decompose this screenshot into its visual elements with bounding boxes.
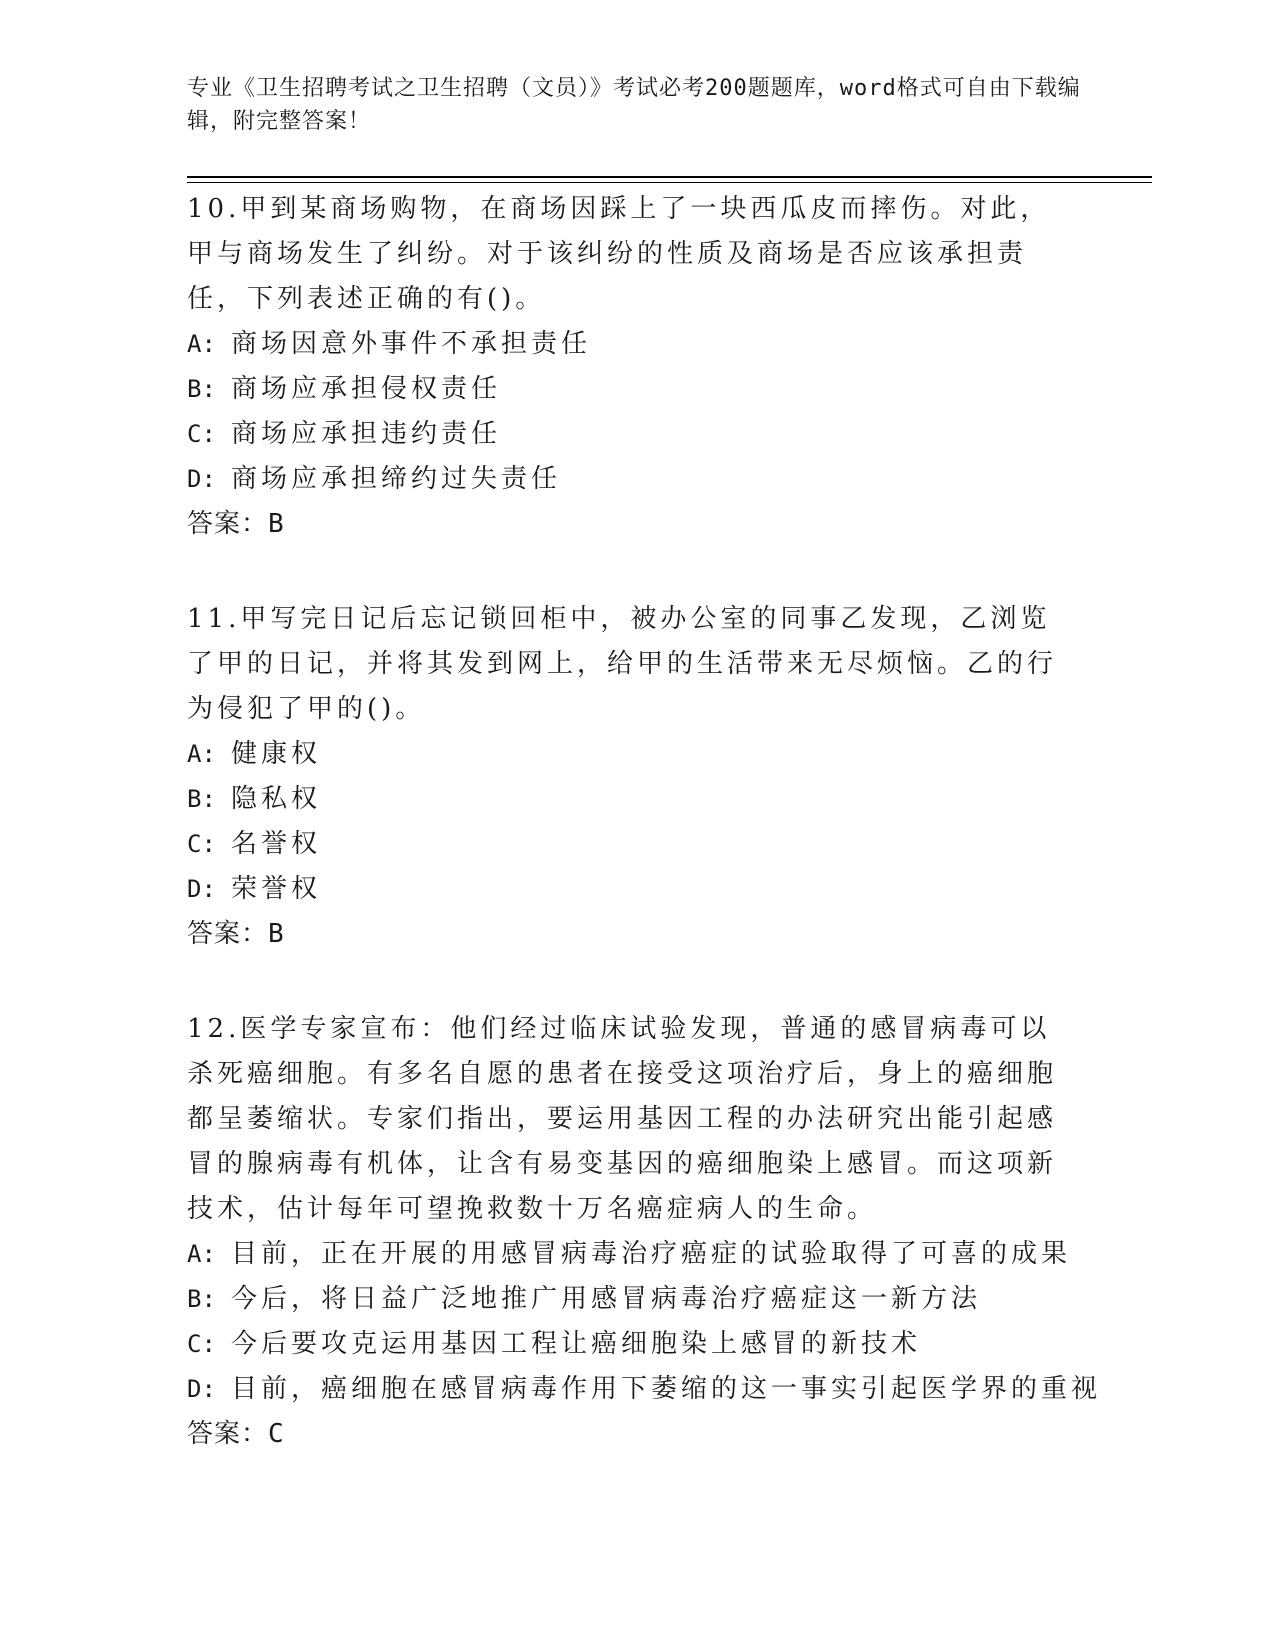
option-text: 商场应承担侵权责任: [231, 374, 502, 404]
document-header-title: 专业《卫生招聘考试之卫生招聘（文员）》考试必考200题题库，word格式可自由下载编辑，附完整答案！: [187, 76, 1081, 134]
option-c: [187, 1322, 1067, 1367]
option-d: [187, 867, 1067, 912]
answer-line: [187, 912, 1067, 957]
answer-value: C: [268, 1419, 285, 1449]
header-divider-thin: [187, 182, 1152, 183]
option-d: [187, 457, 1067, 502]
option-letter: C:: [187, 1330, 216, 1358]
option-text: 商场因意外事件不承担责任: [231, 329, 592, 359]
option-a: [187, 732, 1067, 777]
option-letter: D:: [187, 1375, 216, 1403]
option-letter: C:: [187, 830, 216, 858]
option-c: [187, 412, 1067, 457]
question-11: [187, 597, 1067, 957]
option-text: 名誉权: [231, 829, 322, 859]
answer-label: 答案：: [187, 919, 269, 949]
option-b: [187, 367, 1067, 412]
question-stem: 12.医学专家宣布：他们经过临床试验发现，普通的感冒病毒可以杀死癌细胞。有多名自愿的患者在接受这项治疗后，身上的癌细胞都呈萎缩状。专家们指出，要运用基因工程的办法研究出能引起感冒的腺病毒有机体，让含有易变基因的癌细胞染上感冒。而这项新技术，估计每年可望挽救数十万名癌症病人的生命。: [187, 1014, 1058, 1224]
option-letter: B:: [187, 1285, 216, 1313]
header-divider-thick: [187, 176, 1152, 178]
option-d: [187, 1367, 1102, 1412]
option-c: [187, 822, 1067, 867]
option-text: 健康权: [231, 739, 322, 769]
option-letter: B:: [187, 785, 216, 813]
option-text: 目前，正在开展的用感冒病毒治疗癌症的试验取得了可喜的成果: [231, 1239, 1072, 1269]
option-letter: B:: [187, 375, 216, 403]
option-b: [187, 777, 1067, 822]
option-text: 今后，将日益广泛地推广用感冒病毒治疗癌症这一新方法: [231, 1284, 982, 1314]
option-a: [187, 322, 1067, 367]
option-letter: D:: [187, 465, 216, 493]
option-text: 商场应承担违约责任: [231, 419, 502, 449]
answer-label: 答案：: [187, 1419, 269, 1449]
option-text: 今后要攻克运用基因工程让癌细胞染上感冒的新技术: [231, 1329, 922, 1359]
option-letter: A:: [187, 1240, 216, 1268]
option-text: 隐私权: [231, 784, 322, 814]
option-text: 目前，癌细胞在感冒病毒作用下萎缩的这一事实引起医学界的重视: [231, 1374, 1102, 1404]
option-text: 商场应承担缔约过失责任: [231, 464, 562, 494]
option-b: [187, 1277, 1067, 1322]
answer-value: B: [268, 509, 285, 539]
option-a: [187, 1232, 1072, 1277]
answer-line: [187, 1412, 1067, 1457]
option-letter: D:: [187, 875, 216, 903]
question-12: [187, 1007, 1102, 1457]
option-text: 荣誉权: [231, 874, 322, 904]
answer-line: [187, 502, 1067, 547]
option-letter: A:: [187, 740, 216, 768]
answer-label: 答案：: [187, 509, 269, 539]
answer-value: B: [268, 919, 285, 949]
question-stem: 10.甲到某商场购物，在商场因踩上了一块西瓜皮而摔伤。对此，甲与商场发生了纠纷。对于该纠纷的性质及商场是否应该承担责任，下列表述正确的有()。: [187, 194, 1051, 314]
question-stem: 11.甲写完日记后忘记锁回柜中，被办公室的同事乙发现，乙浏览了甲的日记，并将其发到网上，给甲的生活带来无尽烦恼。乙的行为侵犯了甲的()。: [187, 604, 1058, 724]
question-10: [187, 187, 1067, 547]
option-letter: C:: [187, 420, 216, 448]
option-letter: A:: [187, 330, 216, 358]
